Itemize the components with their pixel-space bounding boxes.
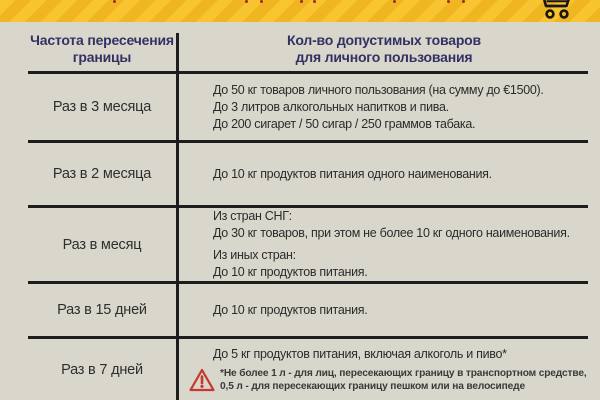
allowance-line: До 200 сигарет / 50 сигар / 250 граммов табака. xyxy=(213,116,476,131)
table-row-frequency xyxy=(28,339,176,400)
table-row-allowance xyxy=(213,208,597,281)
table-row-allowance xyxy=(213,339,597,400)
header-line: границы xyxy=(72,49,132,65)
column-header-allowance xyxy=(179,26,589,72)
allowance-group xyxy=(213,208,597,242)
header-line: Кол-во допустимых товаров xyxy=(287,32,481,48)
table-row-frequency xyxy=(28,74,176,140)
cutoff-text-remnant xyxy=(313,0,316,3)
cutoff-text-remnant xyxy=(393,0,396,3)
table-row-allowance xyxy=(213,74,597,140)
allowance-line: До 5 кг продуктов питания, включая алкоголь и пиво* xyxy=(213,347,507,361)
column-header-frequency xyxy=(28,26,176,72)
frequency-label: Раз в 15 дней xyxy=(57,302,147,318)
header-line: Частота пересечения xyxy=(30,32,174,48)
allowance-group xyxy=(213,247,597,281)
footnote-line: *Не более 1 л - для лиц, пересекающих границу в транспортном средстве, xyxy=(220,368,587,379)
frequency-label: Раз в 2 месяца xyxy=(52,166,152,182)
frequency-label: Раз в 7 дней xyxy=(61,361,143,378)
cutoff-text-remnant xyxy=(245,0,248,3)
cutoff-text-remnant xyxy=(260,0,263,3)
footnote-text xyxy=(220,368,587,393)
table-row-allowance xyxy=(213,284,597,336)
table-row-frequency xyxy=(28,208,176,281)
table-row-frequency xyxy=(28,284,176,336)
allowance-line: До 50 кг товаров личного пользования (на сумму до €1500). xyxy=(213,82,544,97)
footnote-line: 0,5 л - для пересекающих границу пешком или на велосипеде xyxy=(220,380,526,392)
allowance-line: До 30 кг товаров, при этом не более 10 кг одного наименования. xyxy=(213,226,570,240)
warning-triangle-icon xyxy=(189,368,215,392)
header-line: для личного пользования xyxy=(295,49,473,65)
top-banner xyxy=(0,0,600,22)
allowance-line: До 3 литров алкогольных напитков и пива. xyxy=(213,99,449,114)
allowance-line: До 10 кг продуктов питания. xyxy=(213,265,368,279)
column-divider-line xyxy=(176,33,179,400)
allowance-line: Из стран СНГ: xyxy=(213,209,292,223)
cutoff-text-remnant xyxy=(447,0,450,3)
table-row-allowance xyxy=(213,143,597,205)
frequency-label: Раз в месяц xyxy=(62,236,142,253)
allowance-line: До 10 кг продуктов питания. xyxy=(213,302,368,317)
cutoff-text-remnant xyxy=(113,0,116,3)
frequency-label: Раз в 3 месяца xyxy=(52,99,152,115)
shopping-cart-icon xyxy=(533,0,573,22)
cutoff-text-remnant xyxy=(462,0,465,3)
cutoff-text-remnant xyxy=(300,0,303,3)
table-row-frequency xyxy=(28,143,176,205)
allowance-line: До 10 кг продуктов питания одного наименования. xyxy=(213,166,492,181)
allowance-line: Из иных стран: xyxy=(213,248,296,262)
footnote-row xyxy=(189,368,597,393)
